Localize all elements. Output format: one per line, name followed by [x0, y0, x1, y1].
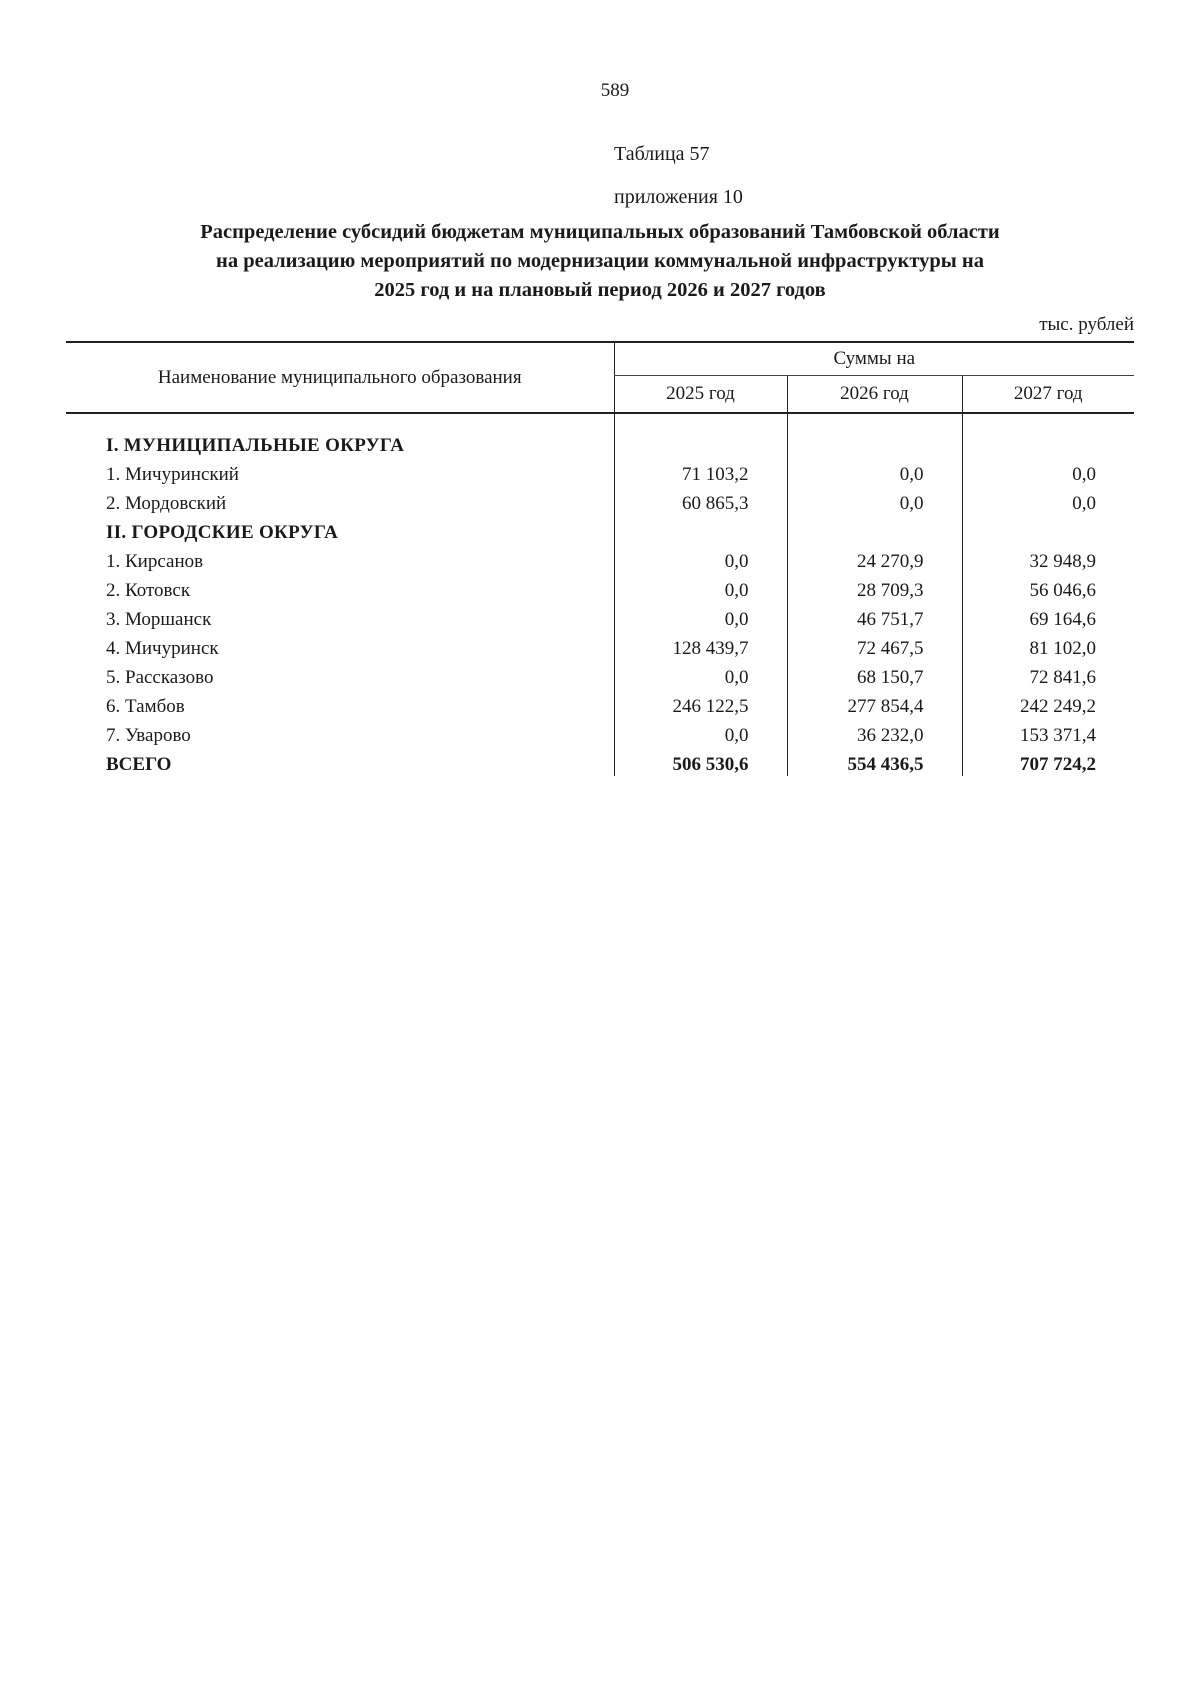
- amount-2027: 32 948,9: [962, 544, 1134, 573]
- amount-2027: [962, 428, 1134, 457]
- amount-2027: 56 046,6: [962, 573, 1134, 602]
- total-row: [66, 747, 1134, 776]
- document-title: [95, 218, 1105, 305]
- municipality-name: 2. Мордовский: [106, 493, 227, 514]
- amount-2026: 554 436,5: [787, 747, 962, 776]
- amount-2026: [787, 515, 962, 544]
- table-row: [66, 718, 1134, 747]
- amount-2025: 506 530,6: [614, 747, 787, 776]
- municipality-name: 5. Рассказово: [106, 667, 214, 688]
- amount-2027: 72 841,6: [962, 660, 1134, 689]
- table-row: [66, 660, 1134, 689]
- units-label: тыс. рублей: [1039, 314, 1134, 335]
- table-row: [66, 689, 1134, 718]
- municipality-name: ВСЕГО: [106, 754, 172, 775]
- municipality-name: 2. Котовск: [106, 580, 191, 601]
- header-year-2025: 2025 год: [614, 376, 787, 414]
- amount-2026: [787, 428, 962, 457]
- amount-2026: 0,0: [787, 457, 962, 486]
- title-line: на реализацию мероприятий по модернизации коммунальной инфраструктуры на: [216, 250, 984, 272]
- header-sums: Суммы на: [614, 342, 1134, 376]
- municipality-name: 4. Мичуринск: [106, 638, 219, 659]
- municipality-name: 6. Тамбов: [106, 696, 185, 717]
- title-line: Распределение субсидий бюджетам муниципальных образований Тамбовской области: [200, 221, 1000, 243]
- amount-2027: [962, 515, 1134, 544]
- table-body: [66, 413, 1134, 776]
- amount-2025: [614, 428, 787, 457]
- amount-2025: 128 439,7: [614, 631, 787, 660]
- section-row: [66, 515, 1134, 544]
- title-line: 2025 год и на плановый период 2026 и 2027 годов: [374, 279, 826, 301]
- appendix-label: приложения 10: [614, 186, 743, 208]
- amount-2027: 81 102,0: [962, 631, 1134, 660]
- amount-2025: 0,0: [614, 718, 787, 747]
- amount-2025: 71 103,2: [614, 457, 787, 486]
- municipality-name: II. ГОРОДСКИЕ ОКРУГА: [106, 522, 339, 543]
- table-row: [66, 486, 1134, 515]
- amount-2027: 153 371,4: [962, 718, 1134, 747]
- table-row: [66, 544, 1134, 573]
- amount-2027: 69 164,6: [962, 602, 1134, 631]
- amount-2025: 60 865,3: [614, 486, 787, 515]
- amount-2027: 242 249,2: [962, 689, 1134, 718]
- amount-2025: 0,0: [614, 544, 787, 573]
- amount-2026: 46 751,7: [787, 602, 962, 631]
- amount-2027: 707 724,2: [962, 747, 1134, 776]
- amount-2025: 0,0: [614, 602, 787, 631]
- municipality-name: 1. Мичуринский: [106, 464, 239, 485]
- spacer-row: [66, 413, 1134, 428]
- amount-2027: 0,0: [962, 486, 1134, 515]
- amount-2025: 0,0: [614, 573, 787, 602]
- amount-2025: 246 122,5: [614, 689, 787, 718]
- municipality-name: 1. Кирсанов: [106, 551, 204, 572]
- amount-2026: 24 270,9: [787, 544, 962, 573]
- table-row: [66, 631, 1134, 660]
- table-number: Таблица 57: [614, 143, 710, 165]
- amount-2026: 68 150,7: [787, 660, 962, 689]
- page-number: 589: [600, 80, 630, 101]
- amount-2026: 0,0: [787, 486, 962, 515]
- header-year-2026: 2026 год: [787, 376, 962, 414]
- table-row: [66, 602, 1134, 631]
- municipality-name: I. МУНИЦИПАЛЬНЫЕ ОКРУГА: [106, 435, 405, 456]
- table-row: [66, 573, 1134, 602]
- section-row: [66, 428, 1134, 457]
- amount-2026: 36 232,0: [787, 718, 962, 747]
- municipality-name: 7. Уварово: [106, 725, 191, 746]
- header-municipality: Наименование муниципального образования: [66, 342, 614, 413]
- municipality-name: 3. Моршанск: [106, 609, 212, 630]
- amount-2026: 277 854,4: [787, 689, 962, 718]
- amount-2026: 72 467,5: [787, 631, 962, 660]
- amount-2027: 0,0: [962, 457, 1134, 486]
- subsidies-table: [66, 341, 1134, 776]
- amount-2026: 28 709,3: [787, 573, 962, 602]
- table-row: [66, 457, 1134, 486]
- amount-2025: [614, 515, 787, 544]
- amount-2025: 0,0: [614, 660, 787, 689]
- header-year-2027: 2027 год: [962, 376, 1134, 414]
